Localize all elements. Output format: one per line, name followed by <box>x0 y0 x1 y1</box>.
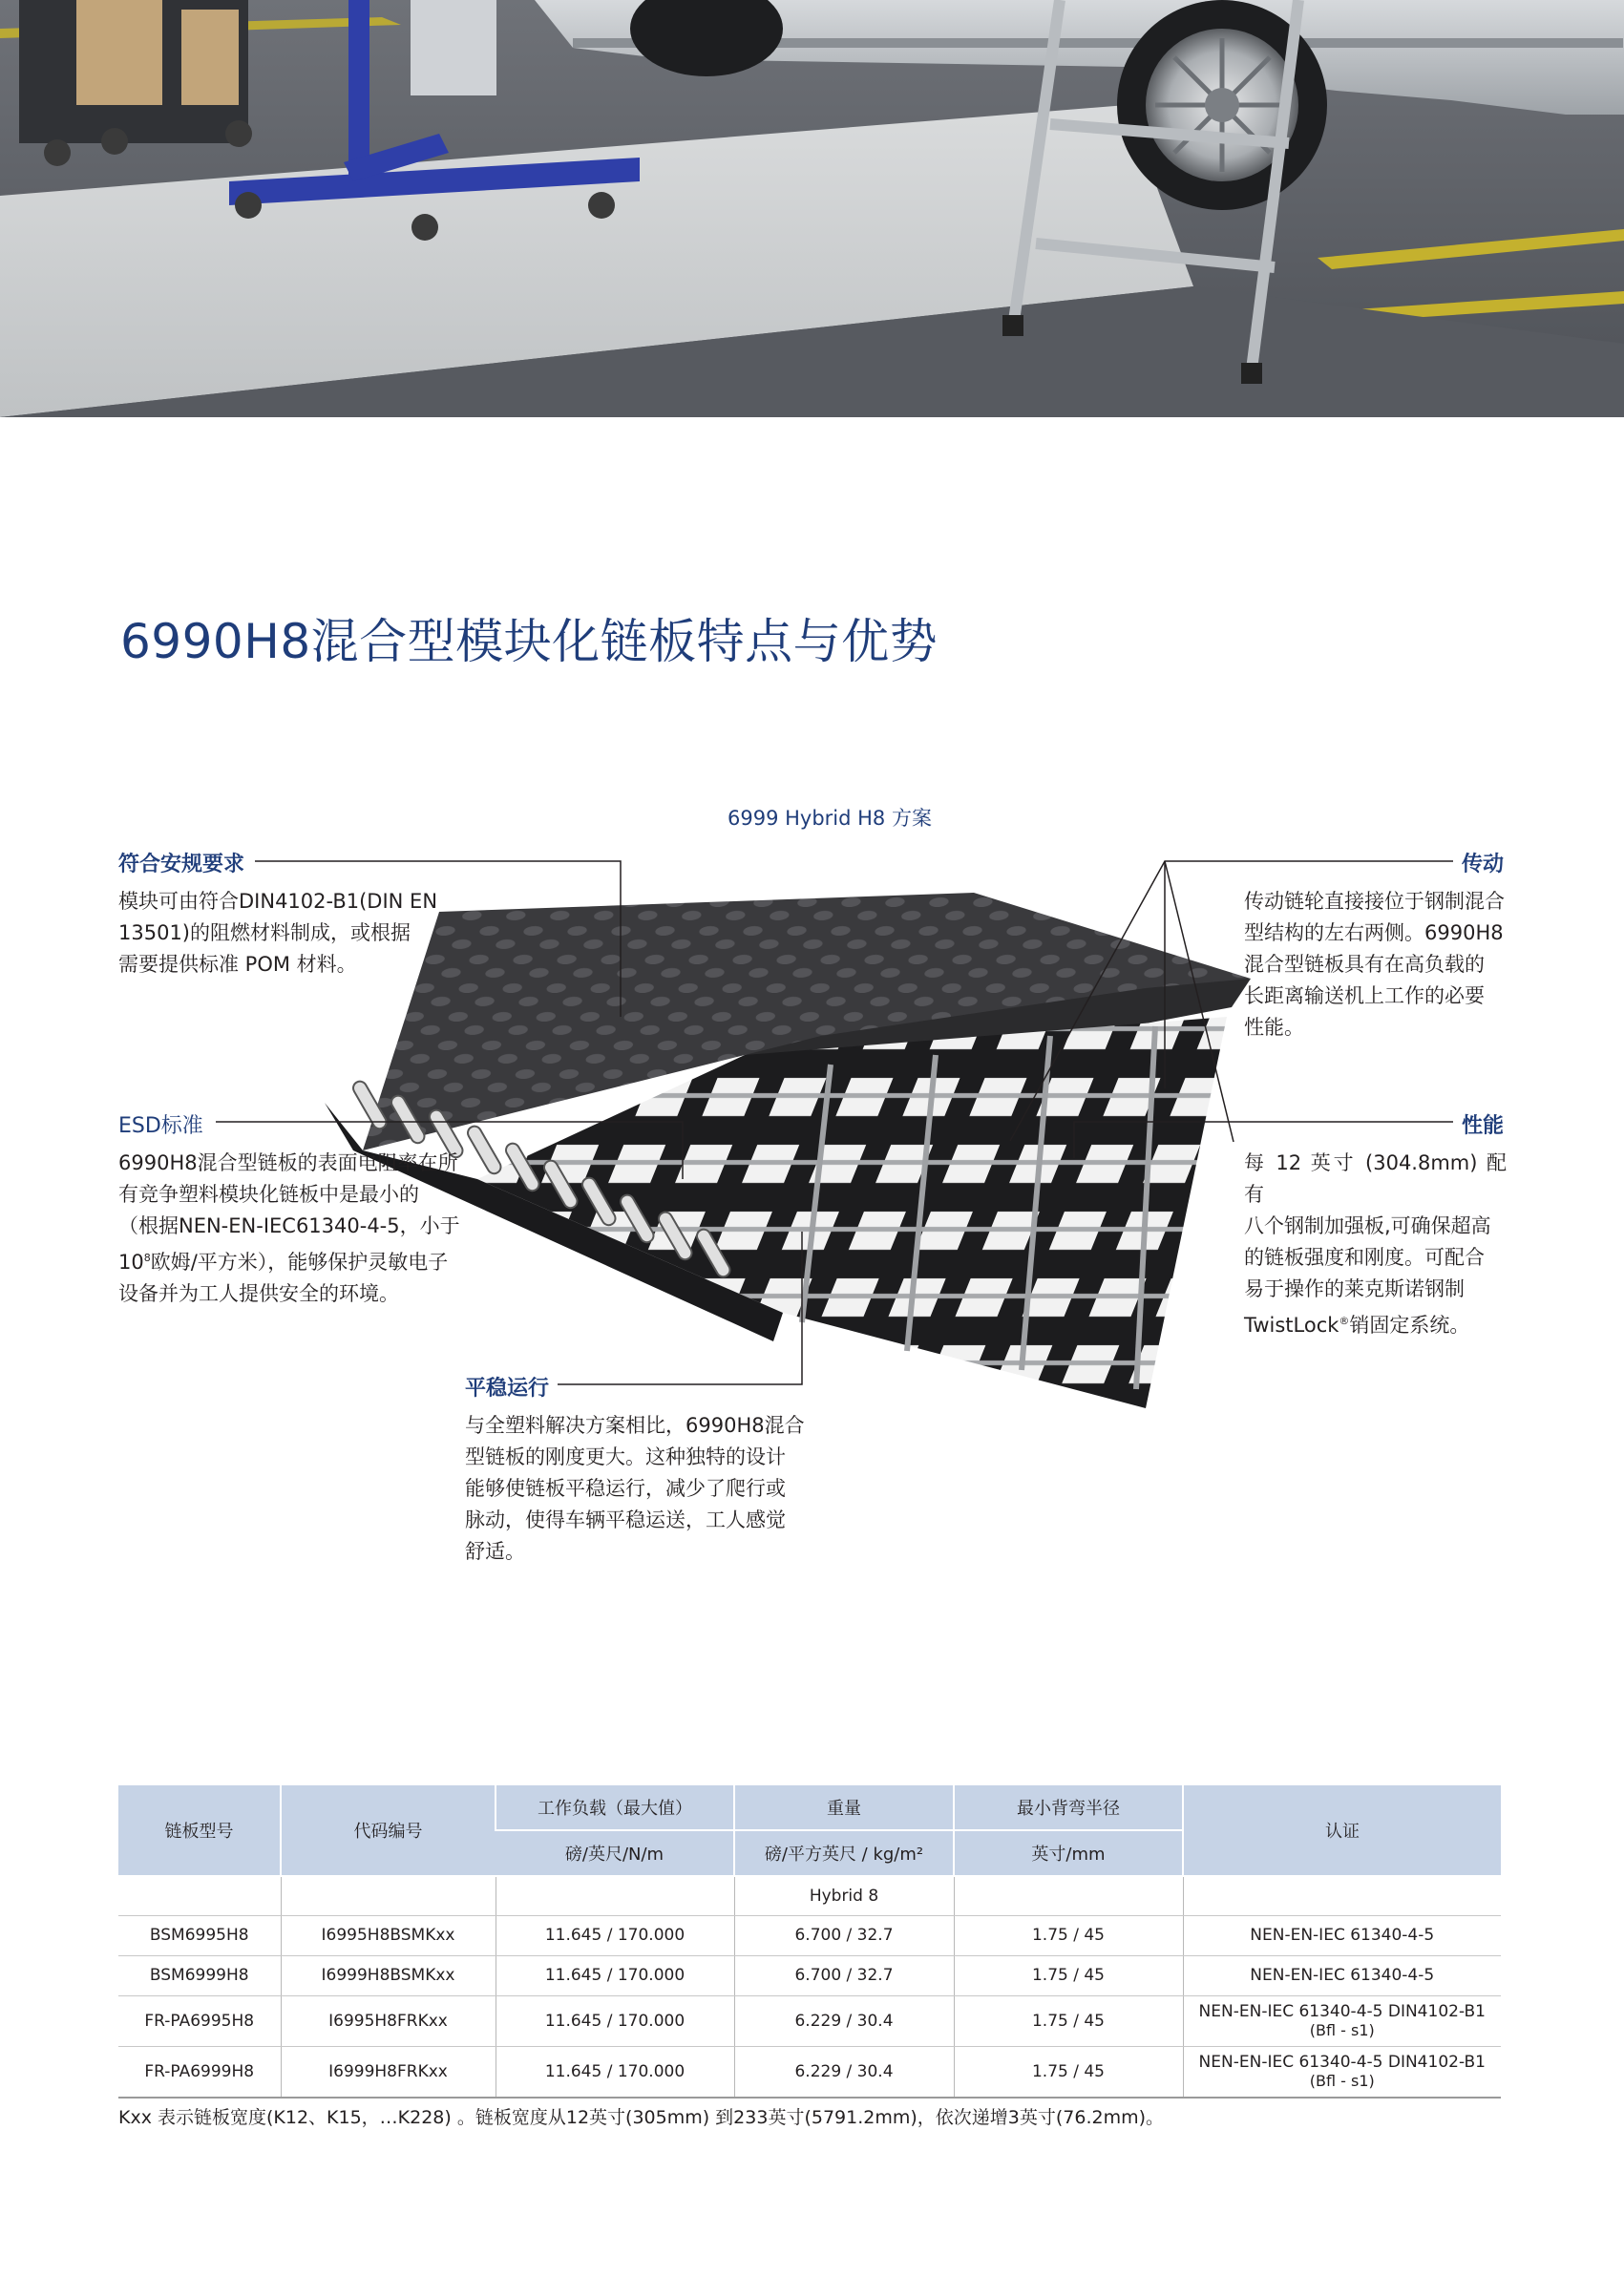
esd-text: 6990H8混合型链板的表面电阻率在所 有竞争塑料模块化链板中是最小的 （根据NEN-EN-IEC61340-4-5，小于 $10^8$欧姆/平方米），能够保护灵敏电子 设备并为工人提供安全的环境。 <box>118 1151 460 1305</box>
cell-radius: 1.75 / 45 <box>954 1996 1183 2047</box>
cell-radius: 1.75 / 45 <box>954 1916 1183 1956</box>
unit-weight: 磅/平方英尺 / kg/m² <box>734 1830 954 1876</box>
cell-cert: NEN-EN-IEC 61340-4-5 <box>1183 1956 1501 1996</box>
spec-table <box>118 1785 1501 2099</box>
performance-text: 每 12 英寸 (304.8mm) 配有 八个钢制加强板,可确保超高 的链板强度和刚度。可配合 易于操作的莱克斯诺钢制 TwistLock®销固定系统。 <box>1244 1151 1507 1337</box>
cell-load: 11.645 / 170.000 <box>496 2047 734 2099</box>
smooth-heading: 平稳运行 <box>465 1377 550 1401</box>
smooth-text: 与全塑料解决方案相比，6990H8混合 型链板的刚度更大。这种独特的设计 能够使链板平稳运行，减少了爬行或 脉动，使得车辆平稳运送，工人感觉 舒适。 <box>465 1414 805 1563</box>
cell-model: BSM6995H8 <box>118 1916 281 1956</box>
cell-radius: 1.75 / 45 <box>954 2047 1183 2099</box>
cell-model: FR-PA6999H8 <box>118 2047 281 2099</box>
cell-weight: 6.700 / 32.7 <box>734 1956 954 1996</box>
belt-illustration <box>325 864 1279 1408</box>
compliance-heading: 符合安规要求 <box>118 853 245 876</box>
header-code: 代码编号 <box>281 1785 496 1876</box>
cell-model: FR-PA6995H8 <box>118 1996 281 2047</box>
table-row <box>118 1996 1501 2047</box>
cell-cert: NEN-EN-IEC 61340-4-5 DIN4102-B1 (Bfl - s1) <box>1183 2047 1501 2099</box>
drive-heading: 传动 <box>1462 853 1505 876</box>
scheme-label: 6999 Hybrid H8 方案 <box>728 807 932 830</box>
group-label: Hybrid 8 <box>734 1876 954 1916</box>
cell-model: BSM6999H8 <box>118 1956 281 1996</box>
compliance-text: 模块可由符合DIN4102-B1(DIN EN 13501)的阻燃材料制成，或根据 需要提供标准 POM 材料。 <box>118 890 438 976</box>
table-row <box>118 1916 1501 1956</box>
unit-load: 磅/英尺/N/m <box>496 1830 734 1876</box>
table-row <box>118 2047 1501 2099</box>
header-cert: 认证 <box>1183 1785 1501 1876</box>
header-load: 工作负载（最大值） <box>496 1785 734 1830</box>
cell-code: I6999H8BSMKxx <box>281 1956 496 1996</box>
cell-load: 11.645 / 170.000 <box>496 1956 734 1996</box>
table-group-row <box>118 1876 1501 1916</box>
header-model: 链板型号 <box>118 1785 281 1876</box>
drive-text: 传动链轮直接接位于钢制混合 型结构的左右两侧。6990H8 混合型链板具有在高负载的 长距离输送机上工作的必要 性能。 <box>1244 890 1505 1039</box>
cell-weight: 6.229 / 30.4 <box>734 2047 954 2099</box>
hero-photo <box>0 0 1624 417</box>
cell-weight: 6.229 / 30.4 <box>734 1996 954 2047</box>
cell-code: I6995H8FRKxx <box>281 1996 496 2047</box>
cell-radius: 1.75 / 45 <box>954 1956 1183 1996</box>
cell-code: I6995H8BSMKxx <box>281 1916 496 1956</box>
page-title: 6990H8混合型模块化链板特点与优势 <box>120 613 939 669</box>
unit-radius: 英寸/mm <box>954 1830 1183 1876</box>
cell-code: I6999H8FRKxx <box>281 2047 496 2099</box>
esd-heading: ESD标准 <box>118 1114 203 1138</box>
cell-cert: NEN-EN-IEC 61340-4-5 DIN4102-B1 (Bfl - s1) <box>1183 1996 1501 2047</box>
cell-weight: 6.700 / 32.7 <box>734 1916 954 1956</box>
performance-heading: 性能 <box>1462 1114 1505 1138</box>
cell-load: 11.645 / 170.000 <box>496 1916 734 1956</box>
table-row <box>118 1956 1501 1996</box>
cell-cert: NEN-EN-IEC 61340-4-5 <box>1183 1916 1501 1956</box>
header-radius: 最小背弯半径 <box>954 1785 1183 1830</box>
table-footnote: Kxx 表示链板宽度(K12、K15，…K228) 。链板宽度从12英寸(305mm) 到233英寸(5791.2mm)，依次递增3英寸(76.2mm)。 <box>118 2107 1164 2128</box>
cell-load: 11.645 / 170.000 <box>496 1996 734 2047</box>
header-weight: 重量 <box>734 1785 954 1830</box>
